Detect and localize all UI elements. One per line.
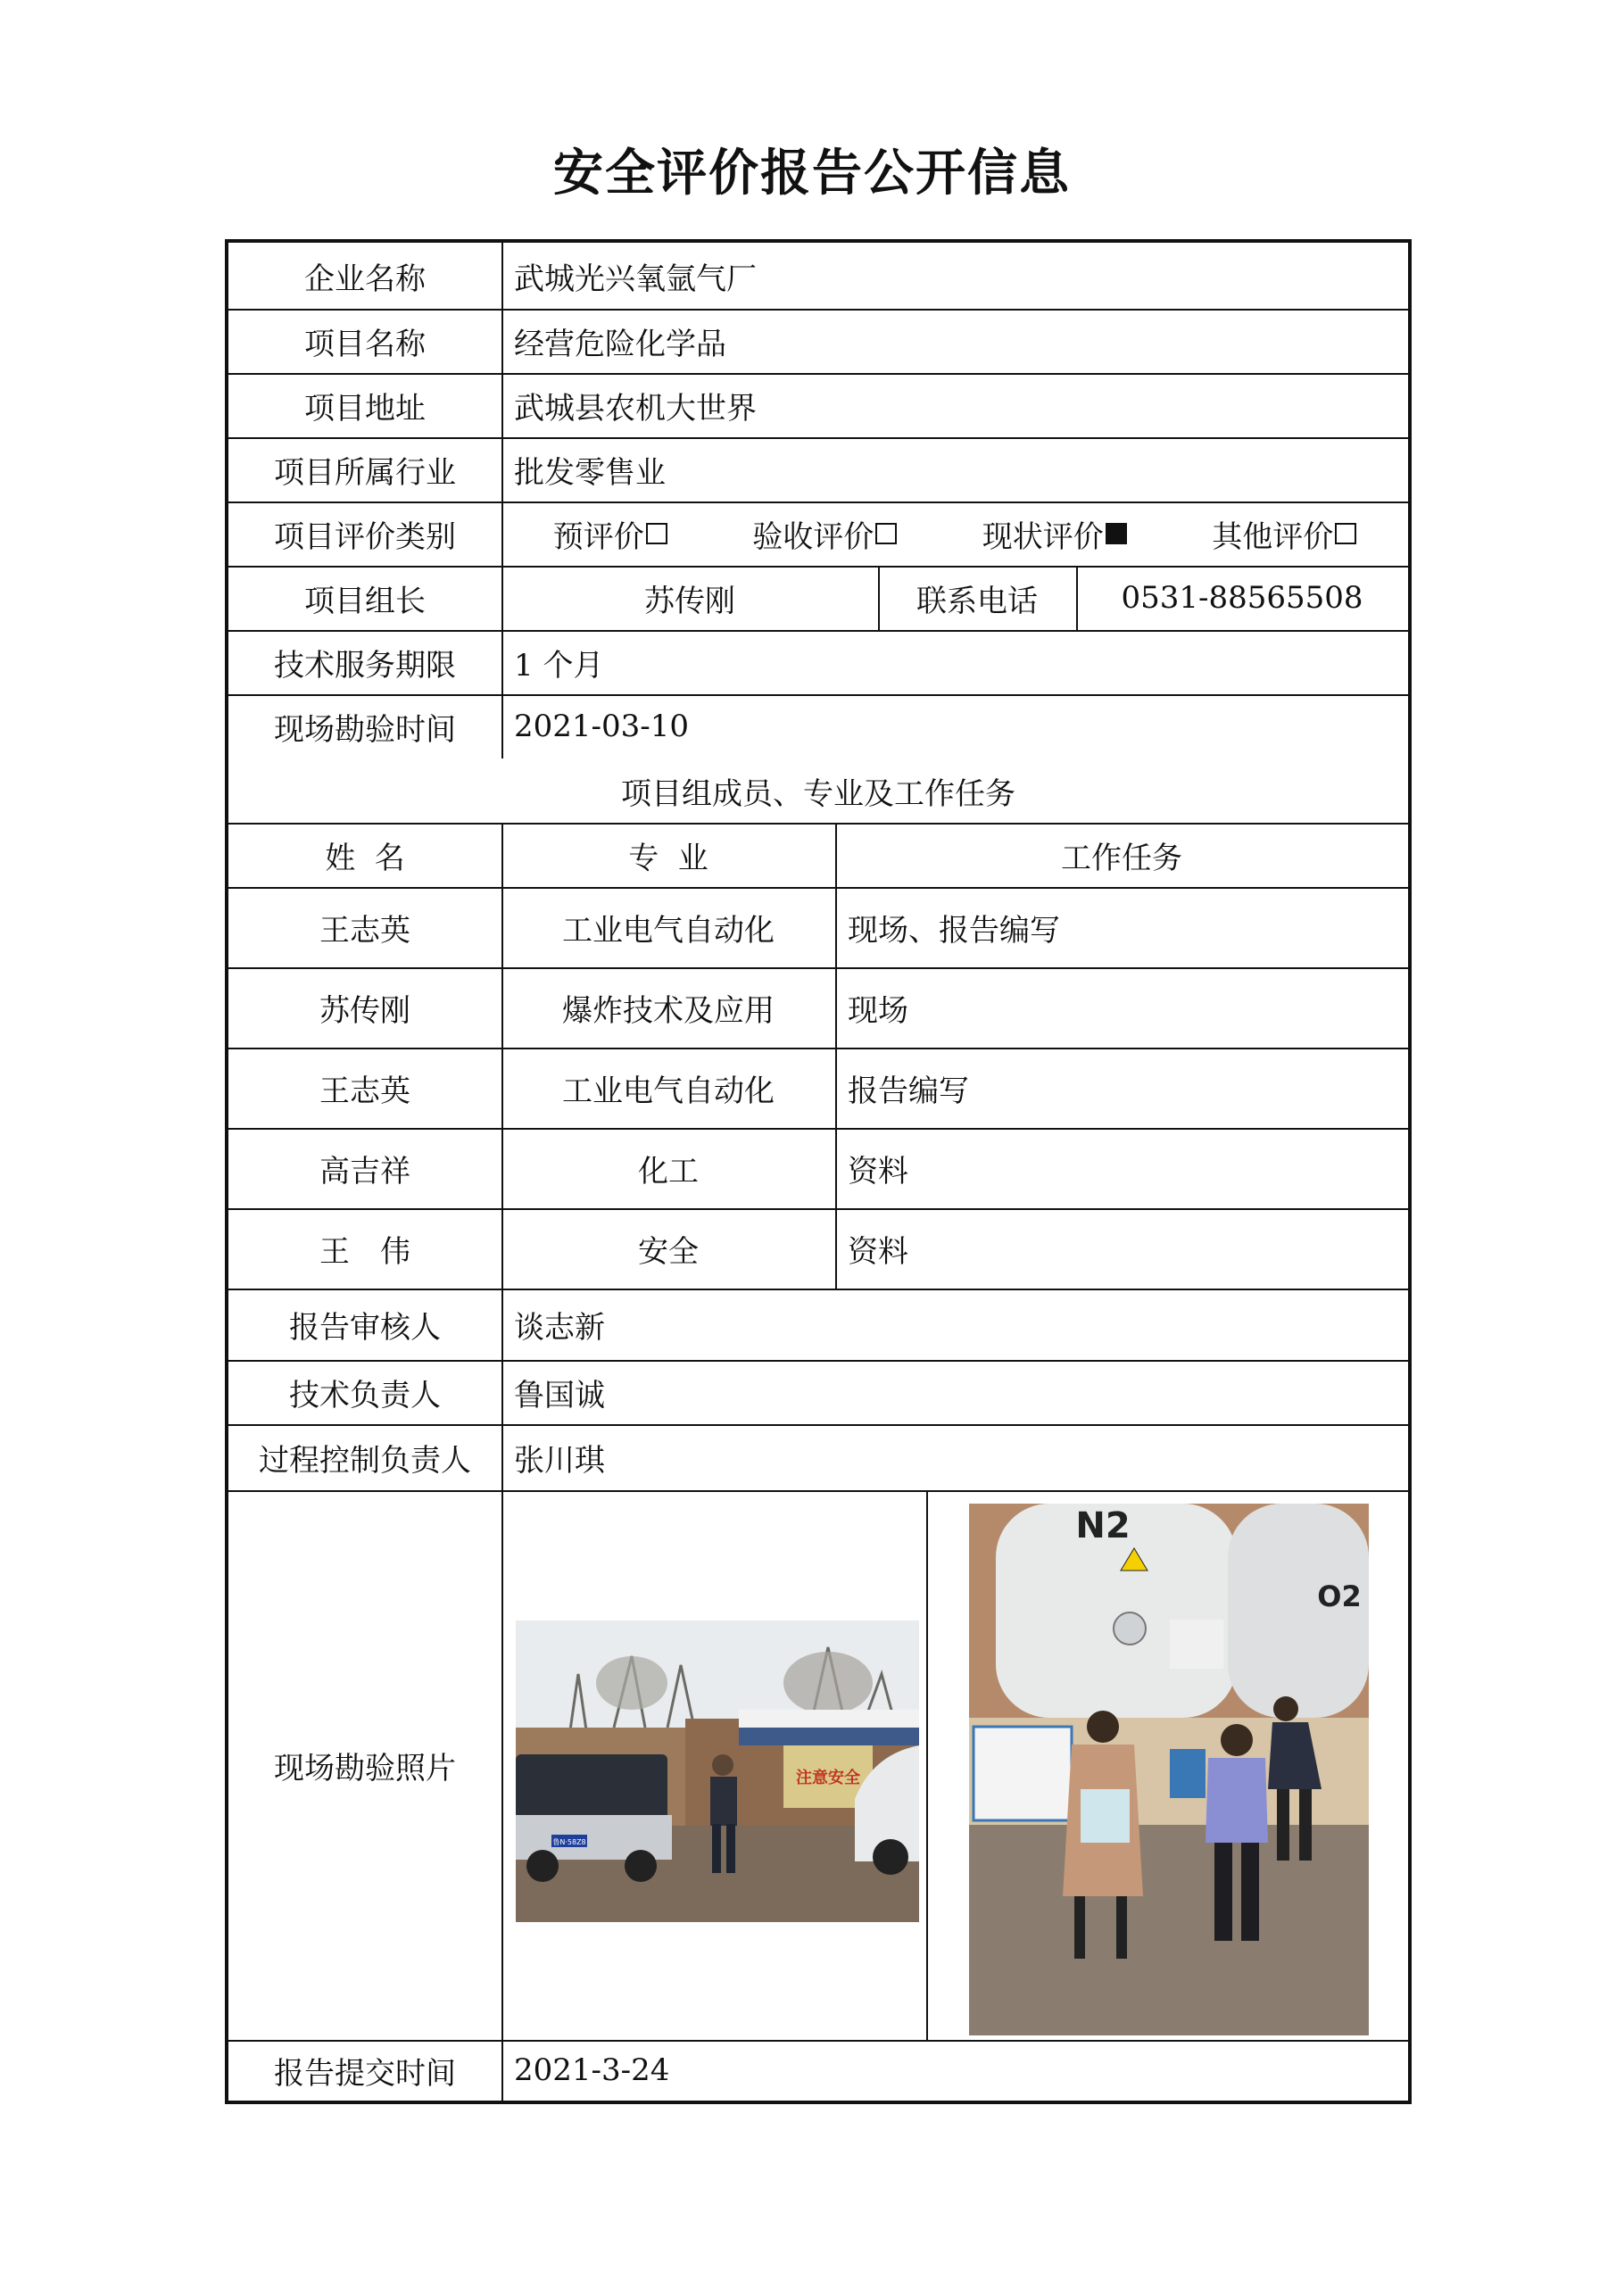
survey-time-value: 2021-03-10 — [514, 709, 690, 744]
members-header-major: 专 业 — [628, 840, 708, 876]
evaluation-option-current-label: 现状评价 — [982, 518, 1104, 555]
checkbox-acceptance[interactable] — [875, 523, 897, 544]
team-leader-value: 苏传刚 — [644, 583, 735, 619]
evaluation-option-current[interactable] — [982, 512, 1127, 556]
evaluation-option-other[interactable] — [1212, 512, 1356, 556]
evaluation-option-pre[interactable] — [553, 512, 667, 556]
photo-sign-text: 注意安全 — [796, 1769, 860, 1787]
member-name: 王志英 — [319, 1073, 410, 1109]
member-task: 资料 — [848, 1153, 908, 1189]
evaluation-option-acceptance-label: 验收评价 — [752, 518, 874, 555]
member-name: 苏传刚 — [319, 992, 410, 1029]
reviewer-value: 谈志新 — [514, 1309, 605, 1346]
photo-plate-text: 鲁N·58Z8 — [552, 1838, 586, 1846]
checkbox-other[interactable] — [1335, 523, 1356, 544]
checkbox-pre[interactable] — [646, 523, 667, 544]
site-photo-tanks — [969, 1504, 1369, 2035]
member-name: 王 伟 — [319, 1233, 410, 1270]
member-task: 现场、报告编写 — [848, 912, 1060, 949]
industry-label: 项目所属行业 — [274, 454, 456, 491]
service-period-value: 1 个月 — [514, 647, 604, 684]
member-task: 报告编写 — [848, 1073, 969, 1109]
reviewer-label: 报告审核人 — [289, 1309, 441, 1346]
industry-value: 批发零售业 — [514, 454, 666, 491]
project-name-value: 经营危险化学品 — [514, 326, 726, 362]
tech-lead-label: 技术负责人 — [289, 1377, 441, 1413]
tech-lead-value: 鲁国诚 — [514, 1377, 605, 1413]
members-section-title: 项目组成员、专业及工作任务 — [228, 758, 1408, 823]
service-period-label: 技术服务期限 — [274, 647, 456, 684]
phone-value: 0531-88565508 — [1121, 580, 1363, 616]
site-photo-truck — [516, 1620, 919, 1922]
project-address-value: 武城县农机大世界 — [514, 390, 757, 427]
member-major: 安全 — [638, 1233, 699, 1270]
member-major: 化工 — [638, 1153, 699, 1189]
survey-time-label: 现场勘验时间 — [274, 711, 456, 748]
member-name: 高吉祥 — [319, 1153, 410, 1189]
members-header-name: 姓 名 — [325, 840, 405, 876]
photo-tank-mark-2: O2 — [1317, 1579, 1362, 1613]
member-major: 爆炸技术及应用 — [562, 992, 775, 1029]
info-table — [225, 239, 1412, 2104]
evaluation-option-other-label: 其他评价 — [1212, 518, 1334, 555]
page-title: 安全评价报告公开信息 — [553, 145, 1071, 203]
project-name-label: 项目名称 — [304, 326, 426, 362]
photos-label: 现场勘验照片 — [274, 1750, 456, 1786]
process-lead-value: 张川琪 — [514, 1442, 605, 1479]
photo-tank-mark: N2 — [1075, 1505, 1131, 1546]
members-header-task: 工作任务 — [1061, 840, 1182, 876]
member-task: 资料 — [848, 1233, 908, 1270]
evaluation-type-label: 项目评价类别 — [274, 518, 456, 555]
submit-time-label: 报告提交时间 — [274, 2055, 456, 2092]
phone-label: 联系电话 — [916, 583, 1038, 619]
member-major: 工业电气自动化 — [562, 1073, 775, 1109]
team-leader-label: 项目组长 — [304, 583, 426, 619]
company-value: 武城光兴氧氩气厂 — [514, 261, 757, 297]
company-label: 企业名称 — [304, 261, 426, 297]
checkbox-current[interactable] — [1106, 523, 1127, 544]
member-name: 王志英 — [319, 912, 410, 949]
evaluation-type-options — [501, 501, 1408, 566]
member-task: 现场 — [848, 992, 908, 1029]
process-lead-label: 过程控制负责人 — [259, 1442, 471, 1479]
evaluation-option-acceptance[interactable] — [752, 512, 897, 556]
submit-time-value: 2021-3-24 — [514, 2052, 670, 2088]
member-major: 工业电气自动化 — [562, 912, 775, 949]
evaluation-option-pre-label: 预评价 — [552, 518, 644, 555]
project-address-label: 项目地址 — [304, 390, 426, 427]
